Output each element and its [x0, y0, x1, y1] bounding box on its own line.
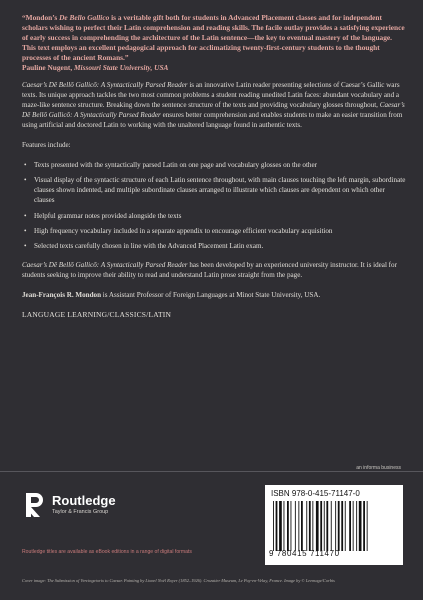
description-book-title: Caesar’s Dē Bellō Gallicō: A Syntactically Parsed Reader	[22, 80, 188, 89]
quote-book-title: De Bello Gallico	[59, 13, 110, 22]
author-bio-text: is Assistant Professor of Foreign Languages at Minot State University, USA.	[101, 290, 321, 299]
subject-category: LANGUAGE LEARNING/CLASSICS/LATIN	[22, 310, 172, 320]
informa-tagline: an informa business	[356, 465, 401, 471]
author-bio	[22, 290, 406, 300]
feature-item: • High frequency vocabulary included in a separate appendix to encourage efficient vocabulary acquisition	[34, 226, 406, 236]
description-text-2: ensures better comprehension and enables students to make an easier transition from using artificial and doctored Latin to working with the unaltered language found in authentic texts.	[22, 110, 403, 129]
developed-book-title: Caesar’s Dē Bellō Gallicō: A Syntactically Parsed Reader	[22, 260, 188, 269]
isbn-label: ISBN 978-0-415-71147-0	[271, 489, 360, 498]
barcode-icon	[271, 501, 397, 551]
author-name: Jean-François R. Mondon	[22, 290, 102, 299]
features-list	[22, 160, 406, 251]
features-heading: Features include:	[22, 141, 71, 150]
attribution-name: Pauline Nugent,	[22, 63, 75, 73]
description-text: is an innovative Latin reader presenting selections of Caesar’s Gallic wars texts. Its unique approach tackles the two most common problems a student reading unedited Latin faces: abundant vocabulary and a maze-like sentence structure. Breaking down the sentence structure of the texts and providing vocabulary glosses throughout,	[22, 80, 400, 109]
quote-text-rest: is a veritable gift both for students in Advanced Placement classes and for independent scholars wishing to perfect their Latin comprehension and reading skills. The facile outlay provides a satisfying experience of early success in comprehending the architecture of the Latin sentence—the key to eventual mastery of the language. This text employs an excellent pedagogical approach for acclimatizing twenty-first-century students to the thought processes of the ancient Romans.”	[22, 13, 405, 63]
feature-item: • Visual display of the syntactic structure of each Latin sentence throughout, with main clauses touching the left margin, subordinate clauses shown indented, and multiple subordinate clauses arranged to illustrate which clauses are dependent on which other clauses	[34, 175, 406, 205]
barcode-digits: 9 780415 711470	[269, 549, 340, 558]
publisher-subtitle: Taylor & Francis Group	[52, 509, 109, 515]
feature-item: • Helpful grammar notes provided alongside the texts	[34, 211, 406, 221]
cover-image-credit: Cover image: The Submission of Vercingetorix to Caesar. Painting by Lionel Noël Royer (1852–1926). Crozatier Museum, Le Puy-en-Velay, France. Image by © Leemage/Corbis	[22, 578, 335, 583]
description-paragraph	[22, 80, 406, 130]
back-cover-blurb	[22, 13, 406, 319]
publisher-logo	[22, 490, 182, 530]
quote-attribution	[22, 63, 406, 73]
feature-item: • Selected texts carefully chosen in line with the Advanced Placement Latin exam.	[34, 241, 406, 251]
endorsement-quote	[22, 13, 406, 74]
feature-item: • Texts presented with the syntactically parsed Latin on one page and vocabulary glosses on the other	[34, 160, 406, 170]
ebook-note: Routledge titles are available as eBook editions in a range of digital formats	[22, 549, 192, 555]
publisher-name: Routledge	[52, 493, 116, 508]
barcode-panel	[265, 485, 403, 565]
developed-text: has been developed by an experienced university instructor. It is ideal for students seeking to improve their ability to read and understand Latin prose straight from the page.	[22, 260, 397, 279]
developed-paragraph	[22, 260, 406, 280]
quote-text-start: “Mondon’s	[22, 13, 60, 22]
routledge-r-icon	[22, 490, 46, 520]
attribution-affiliation: Missouri State University, USA	[74, 63, 169, 73]
footer-divider	[0, 471, 423, 472]
description-book-title-2: Caesar’s Dē Bellō Gallicō: A Syntactically Parsed Reader	[22, 100, 405, 119]
